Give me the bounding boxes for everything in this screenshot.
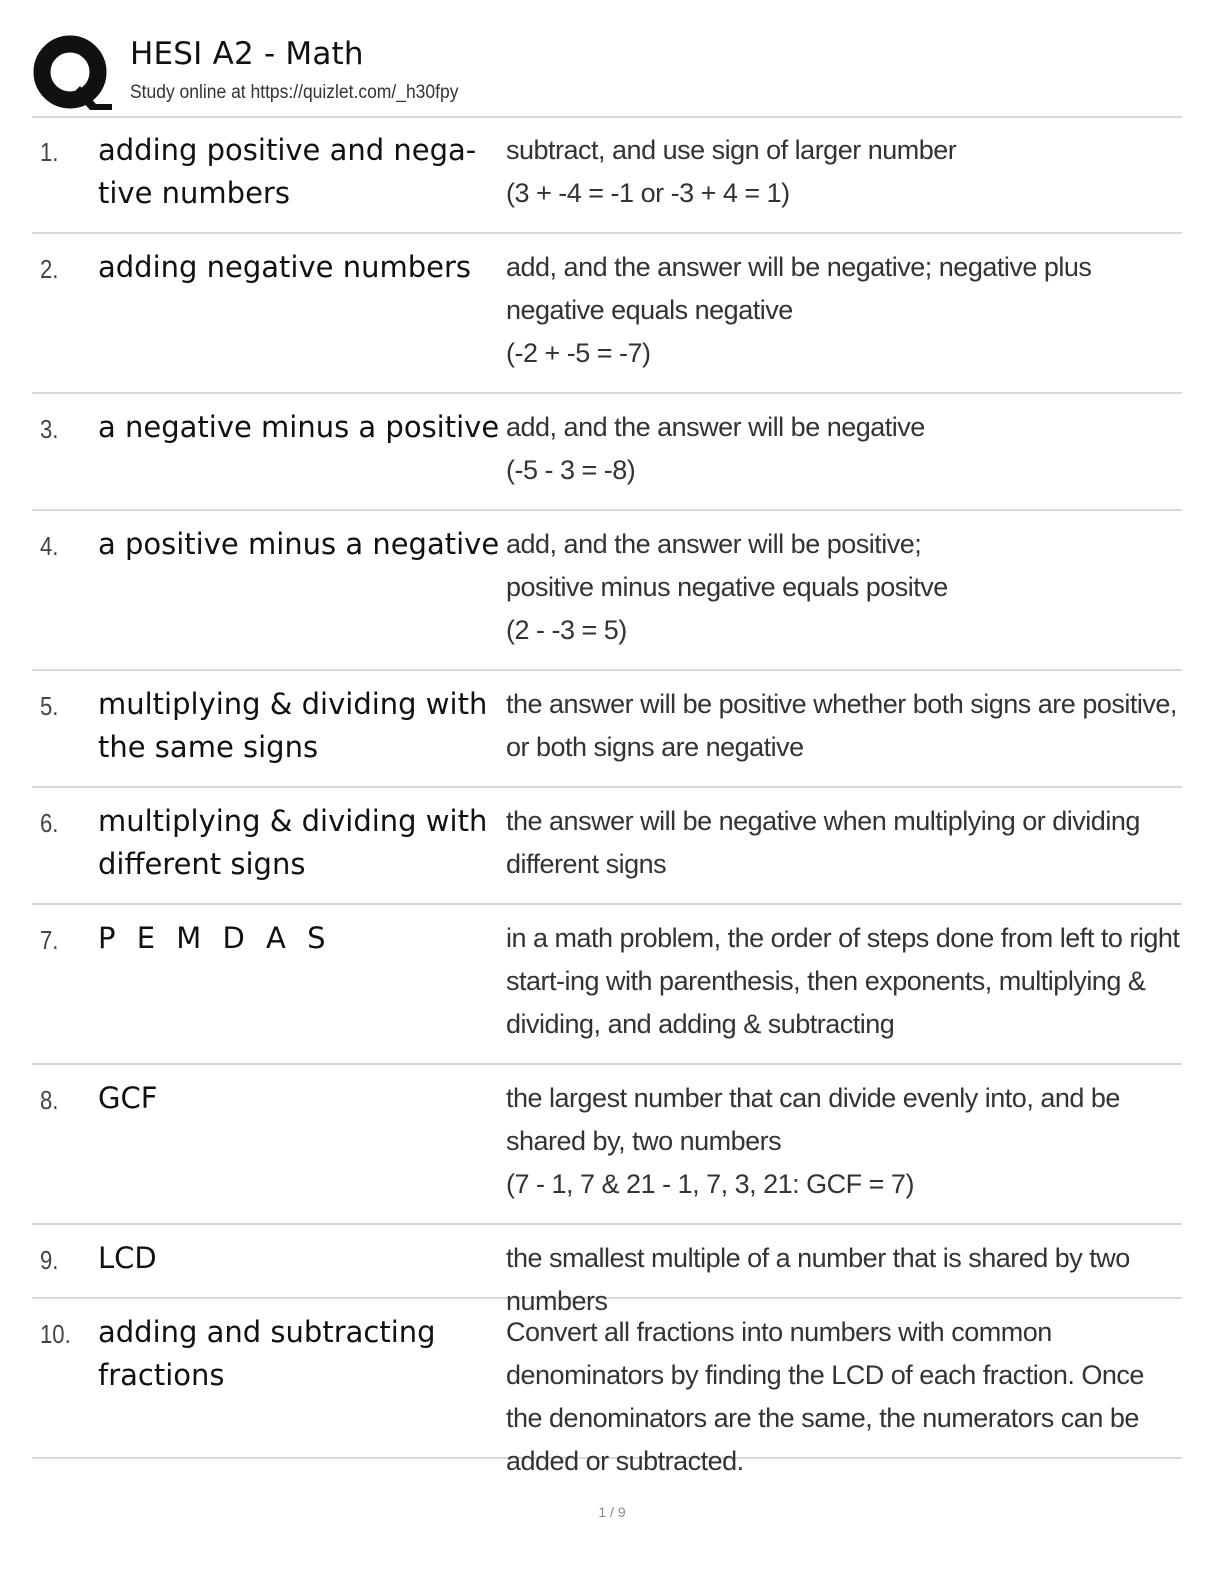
- card-definition: [506, 523, 1182, 652]
- card-definition: [506, 1311, 1182, 1483]
- card-definition: [506, 129, 1182, 215]
- card-number: 3.: [40, 414, 59, 444]
- flashcard-row: [32, 671, 1182, 788]
- card-term: P E M D A S: [98, 921, 332, 955]
- card-number: 9.: [40, 1245, 59, 1275]
- card-number: 5.: [40, 691, 59, 721]
- definition-line: (-5 - 3 = -8): [506, 455, 636, 485]
- definition-line: (2 - -3 = 5): [506, 615, 627, 645]
- card-number: 8.: [40, 1085, 59, 1115]
- definition-line: add, and the answer will be negative; negative plus negative equals negative: [506, 252, 1099, 325]
- card-definition: [506, 1077, 1182, 1206]
- card-term: adding and subtracting fractions: [98, 1315, 436, 1392]
- flashcard-row: [32, 234, 1182, 394]
- card-term: multiplying & dividing with different signs: [98, 804, 488, 881]
- card-definition: [506, 246, 1182, 375]
- card-number: 1.: [40, 137, 59, 167]
- page-number: 1 / 9: [598, 1504, 626, 1520]
- definition-line: add, and the answer will be positive;: [506, 529, 922, 559]
- card-term: a positive minus a negative: [98, 527, 500, 561]
- flashcard-row: [32, 1299, 1182, 1476]
- definition-line: positive minus negative equals positve: [506, 572, 948, 602]
- card-term: multiplying & dividing with the same signs: [98, 687, 488, 764]
- card-number: 4.: [40, 531, 59, 561]
- card-number: 10.: [40, 1319, 71, 1349]
- card-definition: [506, 683, 1182, 769]
- card-number: 7.: [40, 925, 59, 955]
- definition-line: subtract, and use sign of larger number: [506, 135, 957, 165]
- flashcard-list: [32, 117, 1187, 1476]
- definition-line: the largest number that can divide evenly into, and be shared by, two numbers: [506, 1083, 1127, 1156]
- flashcard-row: [32, 1065, 1182, 1225]
- card-definition: [506, 406, 1182, 492]
- card-term: adding positive and nega-tive numbers: [98, 133, 477, 210]
- flashcard-row: [32, 788, 1182, 905]
- page-title: HESI A2 - Math: [130, 36, 364, 72]
- card-term: adding negative numbers: [98, 250, 471, 284]
- definition-line: (7 - 1, 7 & 21 - 1, 7, 3, 21: GCF = 7): [506, 1169, 914, 1199]
- definition-line: the smallest multiple of a number that is shared by two numbers: [506, 1243, 1137, 1316]
- card-term: GCF: [98, 1081, 158, 1115]
- card-term: a negative minus a positive: [98, 410, 500, 444]
- flashcard-row: [32, 117, 1182, 234]
- flashcard-row: [32, 905, 1187, 1065]
- definition-line: in a math problem, the order of steps done from left to right start-ing with parenthesis, then exponents, multiplying & dividing, and adding & subtracting: [506, 923, 1187, 1039]
- header: [32, 32, 1182, 116]
- card-number: 6.: [40, 808, 59, 838]
- flashcard-row: [32, 394, 1182, 511]
- card-number: 2.: [40, 254, 59, 284]
- card-definition: [506, 800, 1182, 886]
- card-term: LCD: [98, 1241, 157, 1275]
- definition-line: the answer will be positive whether both signs are positive, or both signs are negative: [506, 689, 1184, 762]
- study-link[interactable]: Study online at https://quizlet.com/_h30fpy: [130, 82, 459, 103]
- flashcard-row: [32, 511, 1182, 671]
- definition-line: (3 + -4 = -1 or -3 + 4 = 1): [506, 178, 790, 208]
- card-definition: [506, 917, 1187, 1046]
- quizlet-q-logo-icon: [32, 34, 112, 114]
- definition-line: (-2 + -5 = -7): [506, 338, 651, 368]
- definition-line: the answer will be negative when multiplying or dividing different signs: [506, 806, 1147, 879]
- definition-line: add, and the answer will be negative: [506, 412, 925, 442]
- definition-line: Convert all fractions into numbers with common denominators by finding the LCD of each fraction. Once the denominators are the same, the numerators can be added or subtracted.: [506, 1317, 1151, 1476]
- flashcard-row: [32, 1225, 1182, 1316]
